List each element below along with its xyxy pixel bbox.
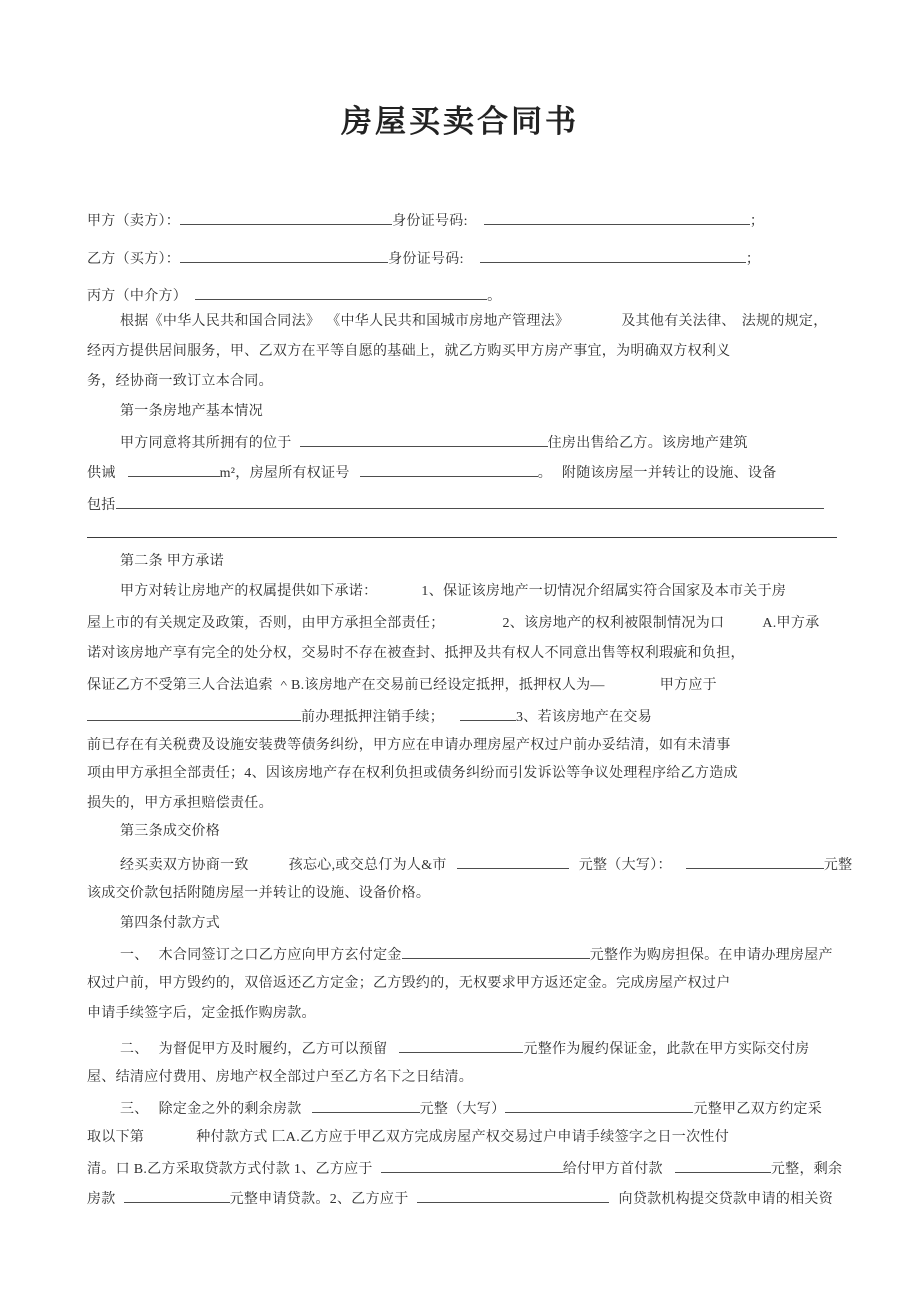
text-segment: 清。口 B.乙方采取贷款方式付款 1、乙方应于 — [87, 1162, 373, 1177]
contract-line — [87, 1098, 870, 1120]
contract-line — [87, 1158, 843, 1180]
contract-line — [87, 312, 870, 332]
text-segment: 前办理抵押注销手续； — [301, 710, 444, 725]
spacer-gap — [249, 868, 289, 869]
text-segment: 身份证号码: — [392, 214, 468, 229]
text-segment: 第二条 甲方承诺 — [120, 554, 224, 569]
blank-underline — [116, 494, 824, 509]
text-segment: 取以下第 — [87, 1130, 145, 1145]
spacer-gap — [377, 594, 421, 595]
text-segment: 。 — [537, 466, 553, 481]
blank-underline — [124, 1188, 230, 1203]
text-segment: 元整作为履约保证金，此款在甲方实际交付房 — [523, 1042, 810, 1057]
spacer-gap — [569, 324, 621, 325]
text-segment: 经丙方提供居间服务，甲、乙双方在平等自愿的基础上，就乙方购买甲方房产事宜，为明确双方权利义 — [87, 344, 731, 359]
spacer-gap — [116, 476, 128, 477]
contract-line — [87, 582, 870, 602]
contract-line — [87, 494, 837, 516]
contract-line — [87, 1068, 837, 1088]
spacer-gap — [605, 688, 660, 689]
text-segment: 给付甲方首付款 — [562, 1162, 663, 1177]
text-segment: 法规的规定， — [741, 314, 828, 329]
text-segment: A.甲方承 — [762, 616, 820, 631]
text-segment: 申请手续签字后，定金抵作购房款。 — [87, 1006, 316, 1021]
blank-underline — [399, 1038, 523, 1053]
spacer-gap — [569, 868, 579, 869]
spacer-gap — [444, 720, 460, 721]
blank-underline — [505, 1098, 693, 1113]
text-segment: 经买卖双方协商一致 — [120, 858, 249, 873]
contract-line — [87, 736, 837, 756]
blank-underline — [460, 706, 516, 721]
text-segment: ； — [745, 252, 761, 267]
contract-line — [87, 884, 837, 904]
text-segment: 包括 — [87, 498, 116, 513]
contract-line — [87, 210, 837, 232]
text-segment: 甲方对转让房地产的权属提供如下承诺： — [120, 584, 378, 599]
text-segment: 三、 — [120, 1102, 149, 1117]
spacer-gap — [116, 1202, 124, 1203]
text-segment: 木合同签订之口乙方应向甲方玄付定金 — [158, 948, 402, 963]
text-segment: 元整（大写）： — [578, 858, 672, 873]
contract-line — [87, 1038, 870, 1060]
text-segment: 身份证号码: — [388, 252, 464, 267]
contract-line — [87, 854, 870, 876]
spacer-gap — [149, 1052, 159, 1053]
text-segment: 项由甲方承担全部责任；4、因该房地产存在权利负担或债务纠纷而引发诉讼等争议处理程序给乙方造成 — [87, 766, 738, 781]
text-segment: 该成交价款包括附随房屋一并转让的设施、设备价格。 — [87, 886, 431, 901]
text-segment: 附随该房屋一并转让的设施、设备 — [562, 466, 777, 481]
text-segment: 2、该房地产的权利被限制情况为口 — [502, 616, 725, 631]
spacer-gap — [447, 868, 457, 869]
contract-line — [87, 1128, 837, 1148]
blank-underline — [402, 944, 590, 959]
text-segment: 种付款方式 匚A.乙方应于甲乙双方完成房屋产权交易过户申请手续签字之日一次性付 — [196, 1130, 730, 1145]
blank-underline — [360, 462, 538, 477]
spacer-gap — [672, 868, 686, 869]
text-segment: 损失的，甲方承担赔偿责任。 — [87, 796, 273, 811]
text-segment: 3、若该房地产在交易 — [516, 710, 652, 725]
contract-line — [87, 432, 870, 454]
text-segment: 第一条房地产基本情况 — [120, 404, 263, 419]
spacer-gap — [468, 224, 484, 225]
spacer-gap — [292, 446, 300, 447]
spacer-gap — [350, 476, 360, 477]
text-segment: 1、保证该房地产一切情况介绍属实符合国家及本市关于房 — [421, 584, 787, 599]
spacer-gap — [409, 1202, 417, 1203]
text-segment: 向贷款机构提交贷款申请的相关资 — [618, 1192, 834, 1207]
document-title: 房屋买卖合同书 — [341, 104, 579, 139]
separator-rule — [87, 537, 837, 538]
contract-line — [87, 372, 837, 392]
text-segment: 前已存在有关税费及设施安装费等债务纠纷，甲方应在申请办理房屋产权过户前办妥结清，如有未清事 — [87, 738, 731, 753]
text-segment: 元整，剩余 — [770, 1162, 843, 1177]
spacer-gap — [302, 1112, 312, 1113]
text-segment: 元整甲乙双方约定采 — [693, 1102, 823, 1117]
spacer-gap — [464, 262, 480, 263]
text-segment: 丙方（中介方） — [87, 289, 188, 304]
contract-line — [87, 342, 837, 362]
text-segment: 屋上市的有关规定及政策，否则，由甲方承担全部责任； — [87, 616, 445, 631]
text-segment: 元整申请贷款。2、乙方应于 — [229, 1192, 409, 1207]
contract-line — [87, 248, 837, 270]
text-segment: 第四条付款方式 — [120, 916, 221, 931]
text-segment: ； — [749, 214, 765, 229]
text-segment: 《中华人民共和国城市房地产管理法》 — [326, 314, 570, 329]
blank-underline — [180, 248, 388, 263]
text-segment: 房款 — [87, 1192, 116, 1207]
text-segment: 根据《中华人民共和国合同法》 — [120, 314, 321, 329]
text-segment: 诺对该房地产享有完全的处分权，交易时不存在被查封、抵押及共有权人不同意出售等权利瑕疵和负担， — [87, 646, 745, 661]
spacer-gap — [187, 299, 195, 300]
spacer-gap — [144, 1140, 196, 1141]
spacer-gap — [149, 1112, 159, 1113]
contract-line — [87, 706, 837, 728]
text-segment: 一、 — [120, 948, 149, 963]
spacer-gap — [609, 1202, 619, 1203]
section-heading — [87, 552, 870, 572]
blank-underline — [180, 210, 392, 225]
spacer-gap — [663, 1172, 675, 1173]
spacer-gap — [149, 958, 159, 959]
contract-line — [87, 974, 837, 994]
text-segment: 及其他有关法律、 — [621, 314, 736, 329]
text-segment: 甲方同意将其所拥有的位于 — [120, 436, 292, 451]
text-segment: 第三条成交价格 — [120, 824, 221, 839]
contract-line — [87, 944, 870, 966]
contract-line — [87, 794, 837, 814]
text-segment: 除定金之外的剩余房款 — [158, 1102, 302, 1117]
blank-underline — [675, 1158, 771, 1173]
spacer-gap — [552, 476, 562, 477]
text-segment: 供诫 — [87, 466, 116, 481]
blank-underline — [128, 462, 220, 477]
contract-line — [87, 1188, 837, 1210]
text-segment: 务，经协商一致订立本合同。 — [87, 374, 273, 389]
spacer-gap — [387, 1052, 399, 1053]
contract-line — [87, 764, 837, 784]
text-segment: 甲方（卖方）： — [87, 214, 181, 229]
text-segment: 元整 — [823, 858, 853, 873]
text-segment: 屋、结清应付费用、房地产权全部过户至乙方名下之日结清。 — [87, 1070, 474, 1085]
spacer-gap — [373, 1172, 381, 1173]
blank-underline — [300, 432, 548, 447]
text-segment: 元整（大写） — [419, 1102, 506, 1117]
text-segment: 住房出售给乙方。该房地产建筑 — [547, 436, 748, 451]
contract-line — [87, 462, 837, 484]
blank-underline — [87, 706, 301, 721]
section-heading — [87, 914, 870, 934]
blank-underline — [417, 1188, 609, 1203]
spacer-gap — [724, 626, 762, 627]
text-segment: 甲方应于 — [659, 678, 717, 693]
text-segment: 。 — [487, 289, 502, 304]
text-segment: 孩忘心,或交总仃为人&市 — [288, 858, 447, 873]
contract-line — [87, 285, 837, 307]
blank-underline — [484, 210, 750, 225]
text-segment: 保证乙方不受第三人合法追索 ＾B.该房地产在交易前已经设定抵押，抵押权人为— — [87, 678, 605, 693]
contract-line — [87, 676, 837, 696]
blank-underline — [195, 285, 487, 300]
text-segment: 为督促甲方及时履约，乙方可以预留 — [158, 1042, 388, 1057]
blank-underline — [686, 854, 824, 869]
blank-underline — [457, 854, 569, 869]
blank-underline — [312, 1098, 420, 1113]
spacer-gap — [445, 626, 503, 627]
text-segment: 元整作为购房担保。在申请办理房屋产 — [589, 948, 833, 963]
section-heading — [87, 402, 870, 422]
blank-underline — [381, 1158, 563, 1173]
text-segment: 权过户前，甲方毁约的，双倍返还乙方定金；乙方毁约的，无权要求甲方返还定金。完成房屋产权过户 — [87, 976, 731, 991]
blank-underline — [480, 248, 746, 263]
text-segment: 二、 — [120, 1042, 149, 1057]
text-segment: m²，房屋所有权证号 — [219, 466, 350, 481]
contract-line — [87, 614, 837, 634]
contract-line — [87, 644, 837, 664]
contract-line — [87, 1004, 837, 1024]
text-segment: 乙方（买方）： — [87, 252, 181, 267]
section-heading — [87, 822, 870, 842]
